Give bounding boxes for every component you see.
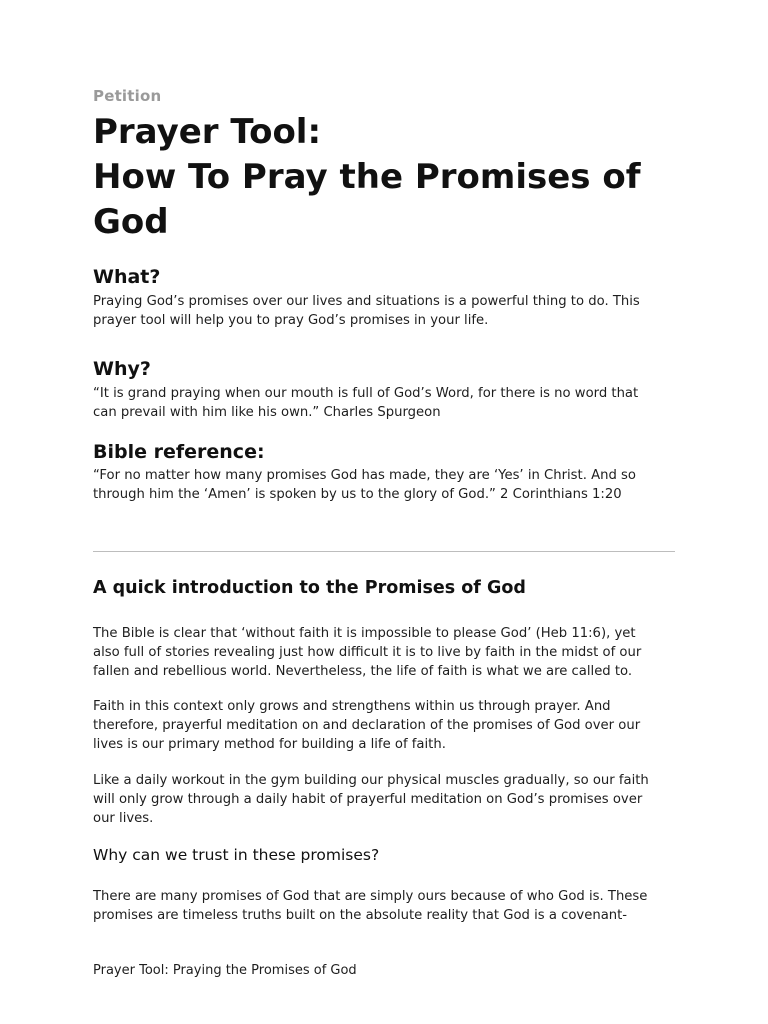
text-line: prayer tool will help you to pray God’s promises in your life. — [93, 313, 489, 328]
trust-paragraph — [93, 887, 677, 925]
text-line: lives is our primary method for building a life of faith. — [93, 737, 446, 752]
bible-reference-paragraph — [93, 466, 677, 504]
what-paragraph — [93, 292, 677, 330]
text-line: “For no matter how many promises God has made, they are ‘Yes’ in Christ. And so — [93, 468, 636, 483]
title-line: Prayer Tool: — [93, 112, 322, 152]
intro-paragraph-2 — [93, 697, 677, 754]
text-line: through him the ‘Amen’ is spoken by us to the glory of God.” 2 Corinthians 1:20 — [93, 487, 622, 502]
text-line: promises are timeless truths built on the absolute reality that God is a covenant- — [93, 908, 628, 923]
title-line: God — [93, 202, 169, 242]
page-footer: Prayer Tool: Praying the Promises of God — [93, 963, 357, 978]
text-line: Like a daily workout in the gym building our physical muscles gradually, so our faith — [93, 773, 649, 788]
what-heading: What? — [93, 266, 161, 288]
text-line: Praying God’s promises over our lives and situations is a powerful thing to do. This — [93, 294, 640, 309]
text-line: “It is grand praying when our mouth is full of God’s Word, for there is no word that — [93, 386, 639, 401]
bible-reference-heading: Bible reference: — [93, 441, 265, 463]
text-line: our lives. — [93, 811, 154, 826]
text-line: can prevail with him like his own.” Charles Spurgeon — [93, 405, 441, 420]
title-line: How To Pray the Promises of — [93, 157, 641, 197]
text-line: Faith in this context only grows and strengthens within us through prayer. And — [93, 699, 611, 714]
why-paragraph — [93, 384, 677, 422]
text-line: also full of stories revealing just how difficult it is to live by faith in the midst of our — [93, 645, 642, 660]
text-line: therefore, prayerful meditation on and declaration of the promises of God over our — [93, 718, 641, 733]
page-title — [93, 110, 693, 245]
trust-heading: Why can we trust in these promises? — [93, 846, 380, 864]
intro-paragraph-3 — [93, 771, 677, 828]
text-line: will only grow through a daily habit of prayerful meditation on God’s promises over — [93, 792, 643, 807]
category-label: Petition — [93, 87, 162, 105]
text-line: There are many promises of God that are simply ours because of who God is. These — [93, 889, 648, 904]
why-heading: Why? — [93, 358, 151, 380]
text-line: The Bible is clear that ‘without faith it is impossible to please God’ (Heb 11:6), yet — [93, 626, 636, 641]
intro-paragraph-1 — [93, 624, 677, 681]
text-line: fallen and rebellious world. Nevertheless, the life of faith is what we are called to. — [93, 664, 633, 679]
intro-heading: A quick introduction to the Promises of God — [93, 578, 526, 598]
section-divider — [93, 551, 675, 552]
